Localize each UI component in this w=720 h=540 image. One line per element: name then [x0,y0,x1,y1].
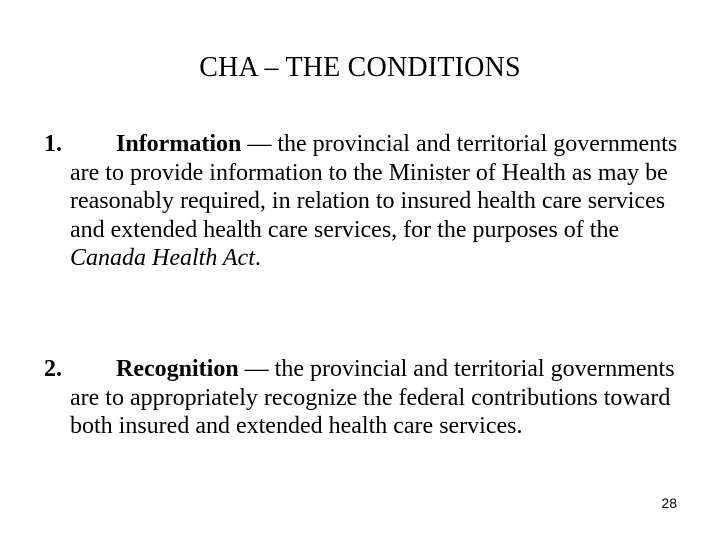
item-number: 1. [44,131,62,157]
item-tail: . [254,245,261,271]
condition-item-information [44,130,684,273]
item-description: — the provincial and territorial governments are to appropriately recognize the federal contributions toward both insured and extended health care services. [70,356,675,439]
item-body [44,130,684,273]
condition-item-recognition [44,355,684,441]
item-term: Information [116,131,242,157]
page-number: 28 [661,495,677,511]
act-name: Canada Health Act [70,245,255,271]
slide-title: CHA – THE CONDITIONS [199,52,521,83]
item-description: — the provincial and territorial governments are to provide information to the Minister of Health as may be reasonably required, in relation to insured health care services and extended health care services, for the purposes of the [70,131,678,243]
item-number: 2. [44,356,62,382]
item-body [44,355,684,441]
item-term: Recognition [116,356,239,382]
